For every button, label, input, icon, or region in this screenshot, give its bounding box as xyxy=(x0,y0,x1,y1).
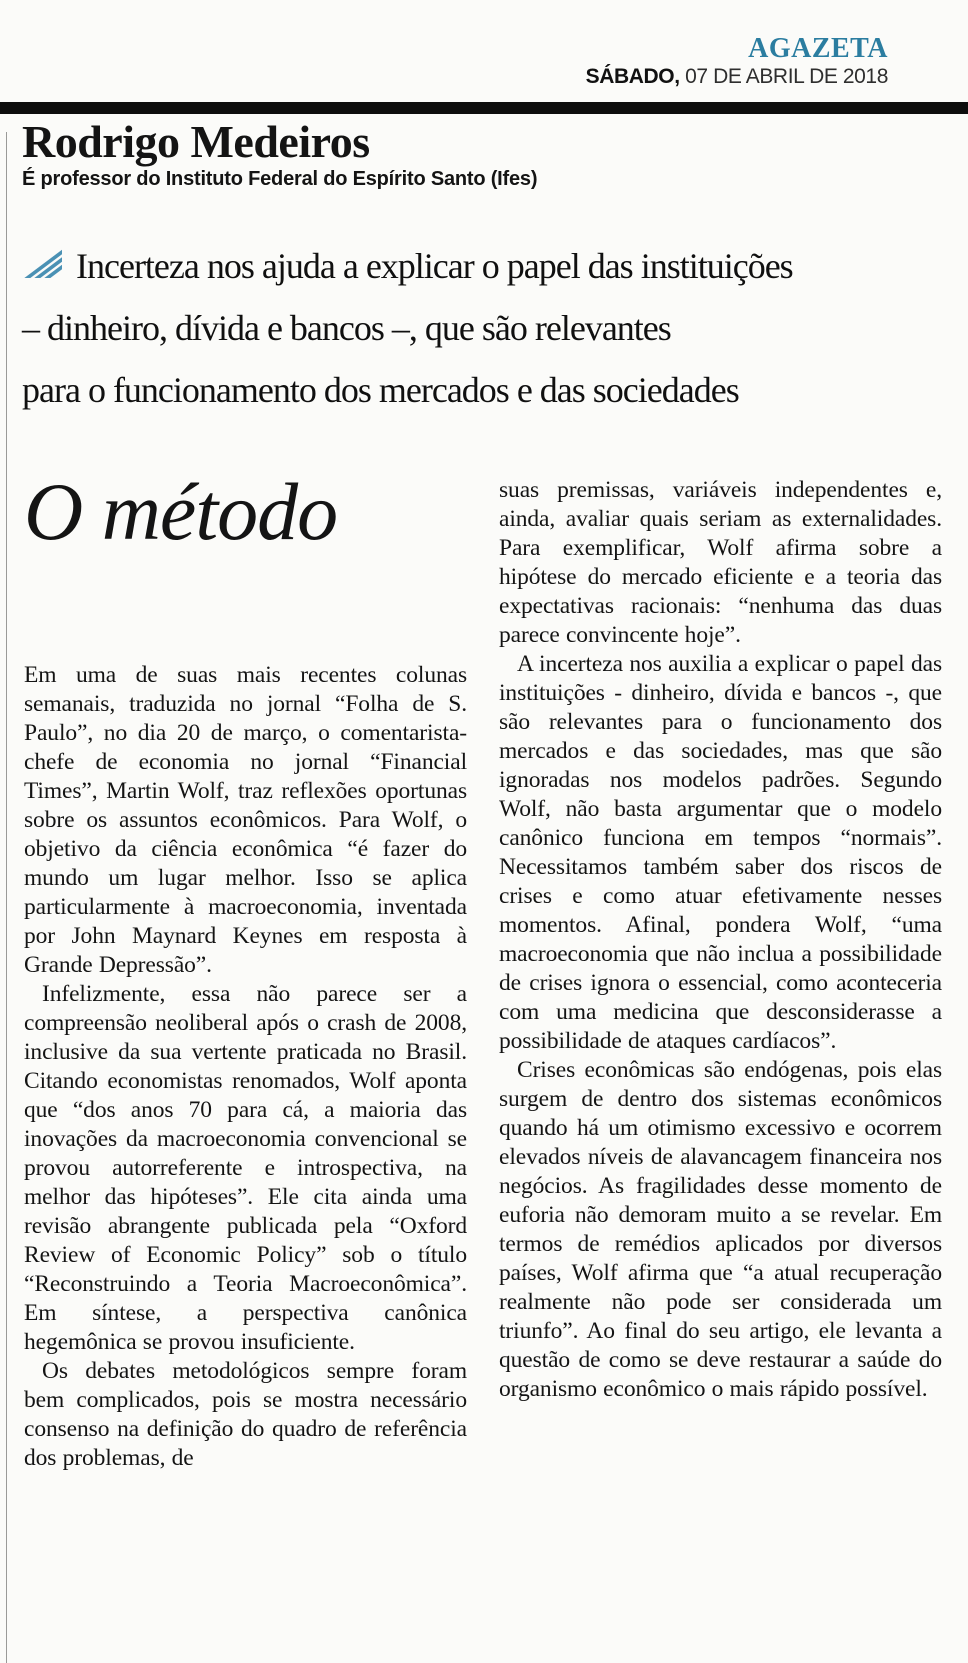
pull-quote-line xyxy=(22,235,948,297)
pull-quote-text: Incerteza nos ajuda a explicar o papel das instituições xyxy=(76,246,793,286)
newspaper-logo: AGAZETA xyxy=(748,33,888,64)
left-margin-rule xyxy=(6,132,7,1663)
pull-quote-line: para o funcionamento dos mercados e das sociedades xyxy=(22,370,739,410)
section-divider-bar xyxy=(0,102,968,114)
article-title: O método xyxy=(24,466,338,557)
dateline-day: SÁBADO, xyxy=(585,65,680,88)
author-bio: É professor do Instituto Federal do Espírito Santo (Ifes) xyxy=(22,168,538,190)
pull-quote xyxy=(22,235,948,421)
article-paragraph: A incerteza nos auxilia a explicar o papel das instituições - dinheiro, dívida e bancos -, que são relevantes para o funcionamento dos mercados e das sociedades, mas que são ignoradas nos modelos padrões. Segundo Wolf, não basta argumentar que o modelo canônico funciona em tempos “normais”. Necessitamos também saber dos riscos de crises e como atuar efetivamente nesses momentos. Afinal, pondera Wolf, “uma macroeconomia que não inclua a possibilidade de crises ignora o essencial, como aconteceria com uma medicina que desconsiderasse a possibilidade de ataques cardíacos”. xyxy=(499,651,942,1054)
dateline-date: 07 DE ABRIL DE 2018 xyxy=(679,65,888,88)
article-body xyxy=(0,451,968,1473)
article-paragraph: Os debates metodológicos sempre foram bem complicados, pois se mostra necessário consenso na definição do quadro de referência dos problemas, de xyxy=(24,1358,467,1471)
author-block xyxy=(0,114,968,191)
author-name: Rodrigo Medeiros xyxy=(22,116,370,167)
quote-stripes-icon xyxy=(22,235,62,264)
article-column-right xyxy=(499,451,942,1473)
article-paragraph: Crises econômicas são endógenas, pois elas surgem de dentro dos sistemas econômicos quando há um otimismo excessivo e ocorrem elevados níveis de alavancagem financeira nos negócios. As fragilidades desse momento de euforia não demoram muito a se revelar. Em termos de remédios aplicados por diversos países, Wolf afirma que “a atual recuperação realmente não pode ser considerada um triunfo”. Ao final do seu artigo, ele levanta a questão de como se deve restaurar a saúde do organismo econômico o mais rápido possível. xyxy=(499,1057,942,1402)
pull-quote-line: – dinheiro, dívida e bancos –, que são relevantes xyxy=(22,308,671,348)
article-paragraph: suas premissas, variáveis independentes e, ainda, avaliar quais seriam as externalidades. Para exemplificar, Wolf afirma sobre a hipótese do mercado eficiente e a teoria das expectativas racionais: “nenhuma das duas parece convincente hoje”. xyxy=(499,477,942,648)
article-paragraph: Infelizmente, essa não parece ser a compreensão neoliberal após o crash de 2008, inclusive da sua vertente praticada no Brasil. Citando economistas renomados, Wolf aponta que “dos anos 70 para cá, a maioria das inovações da macroeconomia convencional se provou autorreferente e introspectiva, na melhor das hipóteses”. Ele cita ainda uma revisão abrangente publicada pela “Oxford Review of Economic Policy” sob o título “Reconstruindo a Teoria Macroeconômica”. Em síntese, a perspectiva canônica hegemônica se provou insuficiente. xyxy=(24,981,467,1355)
article-column-left xyxy=(24,451,467,1473)
masthead xyxy=(0,0,968,89)
article-paragraph: Em uma de suas mais recentes colunas semanais, traduzida no jornal “Folha de S. Paulo”, no dia 20 de março, o comentarista-chefe de economia no jornal “Financial Times”, Martin Wolf, traz reflexões oportunas sobre os assuntos econômicos. Para Wolf, o objetivo da ciência econômica “é fazer do mundo um lugar melhor. Isso se aplica particularmente à macroeconomia, inventada por John Maynard Keynes em resposta à Grande Depressão”. xyxy=(24,662,467,978)
edition-dateline xyxy=(0,65,888,89)
